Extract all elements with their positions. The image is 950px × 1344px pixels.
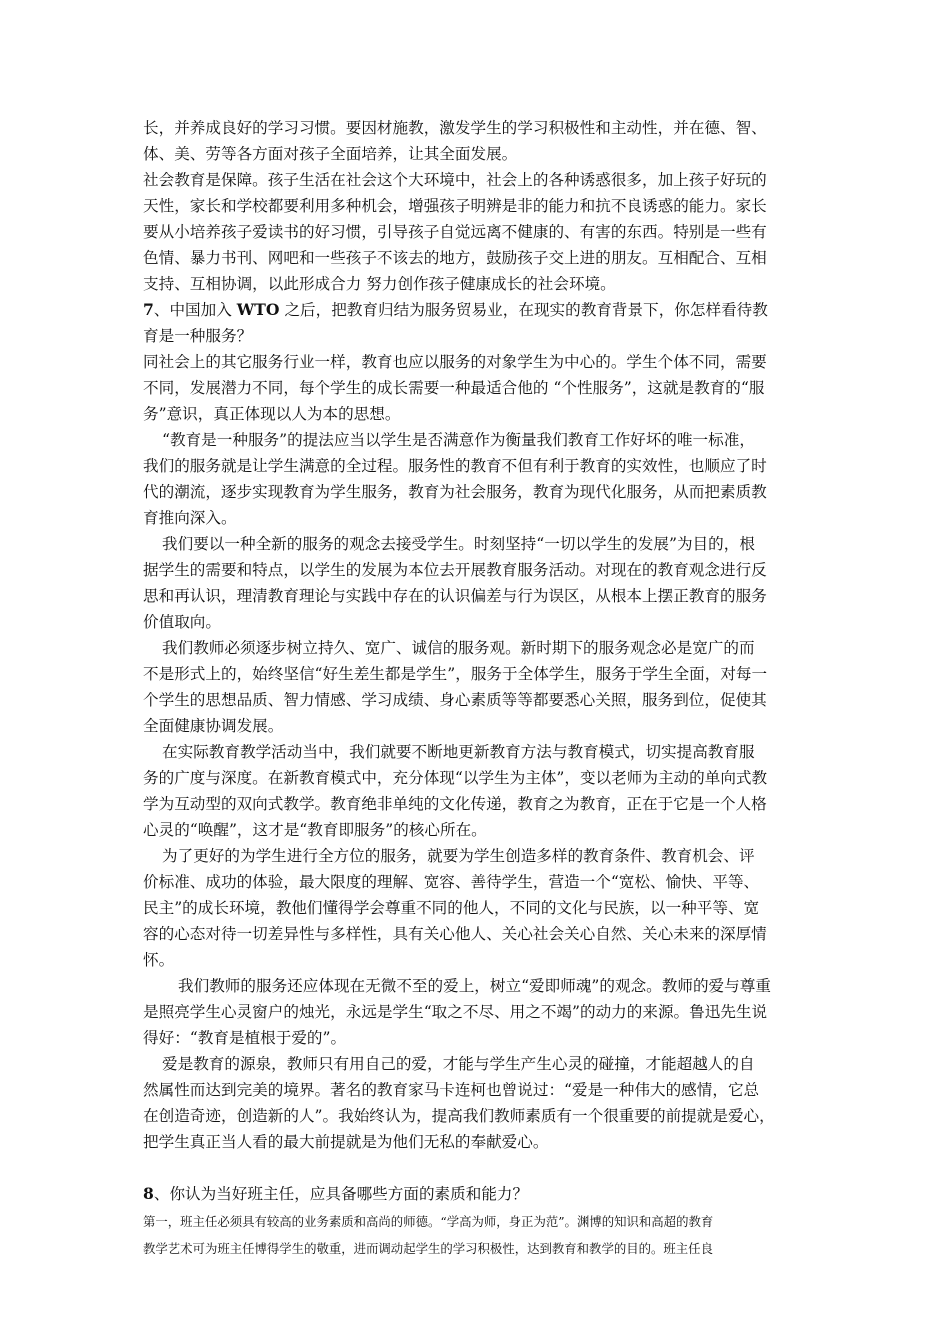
text-line: 为了更好的为学生进行全方位的服务，就要为学生创造多样的教育条件、教育机会、评 (162, 847, 755, 865)
text-line: 务”意识，真正体现以人为本的思想。 (143, 405, 401, 423)
text-line: 容的心态对待一切差异性与多样性，具有关心他人、关心社会关心自然、关心未来的深厚情 (143, 925, 767, 943)
text-line: 个学生的思想品质、智力情感、学习成绩、身心素质等等都要悉心关照，服务到位，促使其 (143, 691, 767, 709)
question-number: 7 (143, 300, 154, 319)
text-line: 价标准、成功的体验，最大限度的理解、宽容、善待学生，营造一个“宽松、愉快、平等、 (143, 873, 760, 891)
text-line: “教育是一种服务”的提法应当以学生是否满意作为衡量我们教育工作好坏的唯一标准， (162, 431, 755, 449)
text-line: 色情、暴力书刊、网吧和一些孩子不该去的地方，鼓励孩子交上进的朋友。互相配合、互相 (143, 249, 767, 267)
text-line: 教学艺术可为班主任博得学生的敬重，进而调动起学生的学习积极性，达到教育和教学的目的。班主任良 (143, 1241, 713, 1256)
text-line: 要从小培养孩子爱读书的好习惯，引导孩子自觉远离不健康的、有害的东西。特别是一些有 (143, 223, 767, 241)
text-line: 育推向深入。 (143, 509, 237, 527)
heading-text: 、中国加入 (153, 301, 237, 319)
text-line: 育是一种服务？ (143, 327, 253, 345)
text-line: 不同，发展潜力不同，每个学生的成长需要一种最适合他的 “个性服务”，这就是教育的“服 (143, 379, 765, 397)
text-line: 全面健康协调发展。 (143, 717, 284, 735)
text-line: 代的潮流，逐步实现教育为学生服务，教育为社会服务，教育为现代化服务，从而把素质教 (143, 483, 767, 501)
text-line: 心灵的“唤醒”，这才是“教育即服务”的核心所在。 (143, 821, 487, 839)
text-line: 支持、互相协调，以此形成合力 努力创作孩子健康成长的社会环境。 (143, 275, 616, 293)
text-line: 我们的服务就是让学生满意的全过程。服务性的教育不但有利于教育的实效性，也顺应了时 (143, 457, 767, 475)
text-line: 然属性而达到完美的境界。著名的教育家马卡连柯也曾说过：“爱是一种伟大的感情，它总 (143, 1081, 760, 1099)
text-line: 把学生真正当人看的最大前提就是为他们无私的奉献爱心。 (143, 1133, 549, 1151)
text-line: 在实际教育教学活动当中，我们就要不断地更新教育方法与教育模式，切实提高教育服 (162, 743, 755, 761)
text-line: 民主”的成长环境，教他们懂得学会尊重不同的他人，不同的文化与民族，以一种平等、宽 (143, 899, 760, 917)
text-line: 思和再认识，理清教育理论与实践中存在的认识偏差与行为误区，从根本上摆正教育的服务 (143, 587, 767, 605)
text-line: 我们教师的服务还应体现在无微不至的爱上，树立“爱即师魂”的观念。教师的爱与尊重 (178, 977, 771, 995)
question-number: 8 (143, 1184, 154, 1203)
text-line: 不是形式上的，始终坚信“好生差生都是学生”，服务于全体学生，服务于学生全面，对每一 (143, 665, 768, 683)
text-line: 得好：“教育是植根于爱的”。 (143, 1029, 347, 1047)
text-line: 价值取向。 (143, 613, 221, 631)
text-line: 长，并养成良好的学习习惯。要因材施教，激发学生的学习积极性和主动性，并在德、智、 (143, 119, 767, 137)
text-line: 天性，家长和学校都要利用多种机会，增强孩子明辨是非的能力和抗不良诱惑的能力。家长 (143, 197, 767, 215)
text-line: 务的广度与深度。在新教育模式中，充分体现“以学生为主体”，变以老师为主动的单向式教 (143, 769, 768, 787)
text-line: 是照亮学生心灵窗户的烛光，永远是学生“取之不尽、用之不竭”的动力的来源。鲁迅先生说 (143, 1003, 768, 1021)
heading-text: 、你认为当好班主任，应具备哪些方面的素质和能力？ (153, 1185, 529, 1203)
text-line: 第一，班主任必须具有较高的业务素质和高尚的师德。“学高为师，身正为范”。渊博的知识和高超的教育 (143, 1214, 714, 1229)
text-line: 怀。 (143, 951, 175, 969)
question-heading (143, 297, 768, 323)
text-line: 体、美、劳等各方面对孩子全面培养，让其全面发展。 (143, 145, 518, 163)
text-line: 我们要以一种全新的服务的观念去接受学生。时刻坚持“一切以学生的发展”为目的，根 (162, 535, 755, 553)
text-line: 社会教育是保障。孩子生活在社会这个大环境中，社会上的各种诱惑很多，加上孩子好玩的 (143, 171, 767, 189)
text-line: 学为互动型的双向式教学。教育绝非单纯的文化传递，教育之为教育，正在于它是一个人格 (143, 795, 767, 813)
heading-text: 之后，把教育归结为服务贸易业，在现实的教育背景下，你怎样看待教 (279, 301, 768, 319)
text-line: 据学生的需要和特点，以学生的发展为本位去开展教育服务活动。对现在的教育观念进行反 (143, 561, 767, 579)
heading-acronym: WTO (236, 300, 280, 319)
text-line: 在创造奇迹，创造新的人”。我始终认为，提高我们教师素质有一个很重要的前提就是爱心， (143, 1107, 775, 1125)
question-heading (143, 1181, 528, 1207)
text-line: 同社会上的其它服务行业一样，教育也应以服务的对象学生为中心的。学生个体不同，需要 (143, 353, 767, 371)
text-line: 爱是教育的源泉，教师只有用自己的爱，才能与学生产生心灵的碰撞，才能超越人的自 (162, 1055, 755, 1073)
text-line: 我们教师必须逐步树立持久、宽广、诚信的服务观。新时期下的服务观念必是宽广的而 (162, 639, 755, 657)
